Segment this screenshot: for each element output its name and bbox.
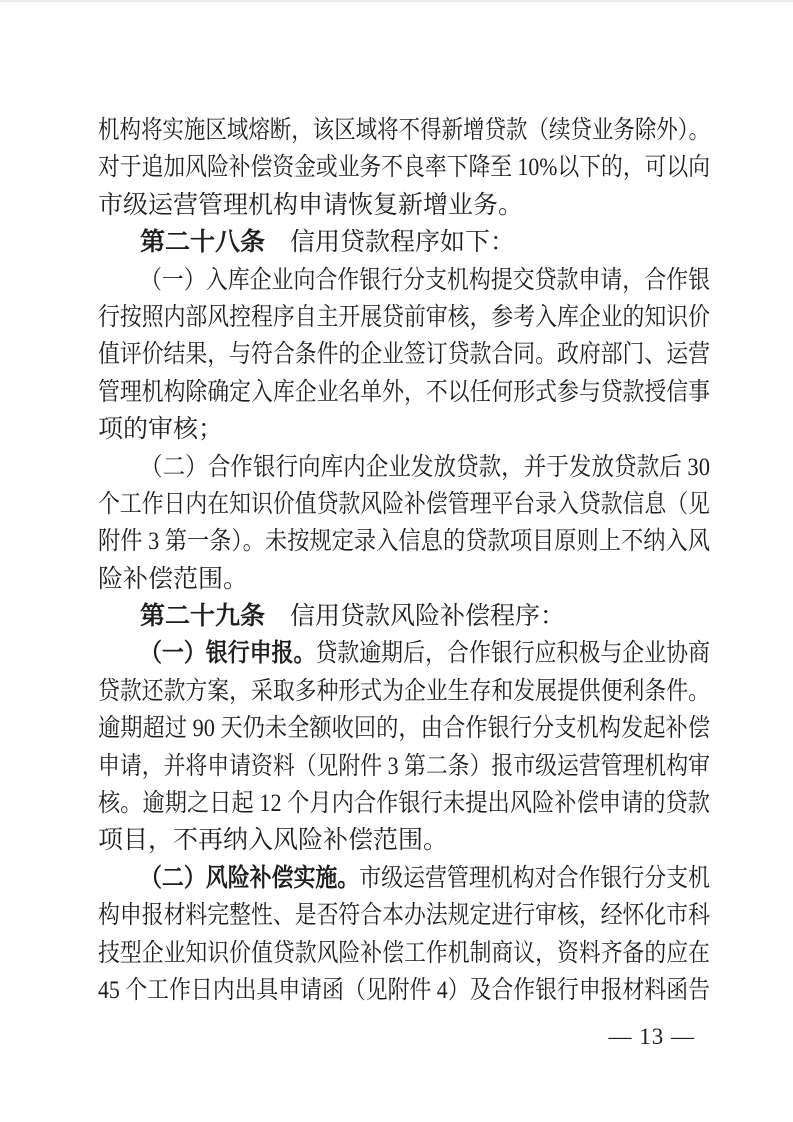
text-line <box>98 935 710 972</box>
text-line <box>98 822 710 859</box>
text-line-content <box>98 187 523 224</box>
text-run: （二）合作银行向库内企业发放贷款，并于发放贷款后 30 <box>140 453 710 481</box>
text-run: 信用贷款程序如下： <box>265 229 516 257</box>
text-line-content <box>98 673 710 710</box>
text-run: 逾期超过 90 天仍未全额收回的，由合作银行分支机构发起补偿 <box>98 715 710 743</box>
text-line-content <box>98 972 710 1009</box>
text-line-content <box>98 523 710 560</box>
text-line-content <box>98 561 248 598</box>
text-line <box>98 523 710 560</box>
text-line <box>98 449 710 486</box>
text-run: 个工作日内在知识价值贷款风险补偿管理平台录入贷款信息（见 <box>98 490 710 518</box>
text-line-content <box>98 336 710 373</box>
text-run: 管理机构除确定入库企业名单外，不以任何形式参与贷款授信事 <box>98 378 710 406</box>
text-run: 贷款还款方案，采取多种形式为企业生存和发展提供便利条件。 <box>98 677 710 705</box>
bold-text-run: 第二十九条 <box>140 602 266 631</box>
bold-text-run: （一）银行申报。 <box>140 639 316 668</box>
bold-text-run: 第二十八条 <box>140 228 266 257</box>
text-run: 市级运营管理机构对合作银行分支机 <box>359 864 710 892</box>
bold-text-run: （二）风险补偿实施。 <box>140 863 360 892</box>
text-line-content <box>98 486 710 523</box>
text-line-content <box>140 262 710 299</box>
text-line <box>98 411 710 448</box>
text-line-content <box>98 374 710 411</box>
text-line-content <box>140 449 710 486</box>
text-run: 市级运营管理机构申请恢复新增业务。 <box>98 191 524 219</box>
text-line-content <box>98 785 710 822</box>
text-run: 行按照内部风控程序自主开展贷前审核，参考入库企业的知识价 <box>98 303 710 331</box>
text-line-content <box>98 710 710 747</box>
text-line <box>98 748 710 785</box>
text-line <box>98 673 710 710</box>
text-line-content <box>98 411 223 448</box>
text-line-content <box>98 112 710 149</box>
text-line <box>98 710 710 747</box>
text-run: 申请，并将申请资料（见附件 3 第二条）报市级运营管理机构审 <box>98 752 710 780</box>
text-run: 值评价结果，与符合条件的企业签订贷款合同。政府部门、运营 <box>98 341 710 369</box>
text-line-content <box>140 860 710 897</box>
text-line-content <box>98 299 710 336</box>
text-run: 项目，不再纳入风险补偿范围。 <box>98 827 449 855</box>
text-line-content <box>98 935 710 972</box>
text-line-content <box>98 897 710 934</box>
text-line <box>98 112 710 149</box>
text-run: 信用贷款风险补偿程序： <box>265 603 566 631</box>
text-run: 贷款逾期后，合作银行应积极与企业协商 <box>315 640 710 668</box>
page-number: — 13 — <box>608 1024 695 1049</box>
text-line-content <box>140 224 515 261</box>
text-line <box>98 972 710 1009</box>
text-line <box>98 374 710 411</box>
text-line-content <box>98 748 710 785</box>
text-line <box>98 860 710 897</box>
text-line <box>98 187 710 224</box>
text-line <box>98 299 710 336</box>
text-line <box>98 785 710 822</box>
text-line <box>98 897 710 934</box>
text-run: 对于追加风险补偿资金或业务不良率下降至 10%以下的，可以向 <box>98 154 710 182</box>
text-line <box>98 598 710 635</box>
text-run: 45 个工作日内出具申请函（见附件 4）及合作银行申报材料函告 <box>98 976 710 1004</box>
text-line <box>98 561 710 598</box>
text-line-content <box>140 635 710 672</box>
text-run: 技型企业知识价值贷款风险补偿工作机制商议，资料齐备的应在 <box>98 939 710 967</box>
text-line-content <box>98 822 448 859</box>
text-run: （一）入库企业向合作银行分支机构提交贷款申请，合作银 <box>140 266 710 294</box>
text-line <box>98 262 710 299</box>
text-line <box>98 635 710 672</box>
text-line <box>98 336 710 373</box>
text-line-content <box>140 598 565 635</box>
text-run: 机构将实施区域熔断，该区域将不得新增贷款（续贷业务除外）。 <box>98 117 710 144</box>
document-body <box>98 112 710 1009</box>
text-run: 项的审核； <box>98 416 224 444</box>
text-run: 附件 3 第一条）。未按规定录入信息的贷款项目原则上不纳入风 <box>98 528 710 556</box>
text-line <box>98 149 710 186</box>
text-line <box>98 224 710 261</box>
text-line <box>98 486 710 523</box>
text-run: 构申报材料完整性、是否符合本办法规定进行审核，经怀化市科 <box>98 902 710 930</box>
text-run: 险补偿范围。 <box>98 565 249 593</box>
text-run: 核。逾期之日起 12 个月内合作银行未提出风险补偿申请的贷款 <box>98 790 710 818</box>
text-line-content <box>98 149 710 186</box>
